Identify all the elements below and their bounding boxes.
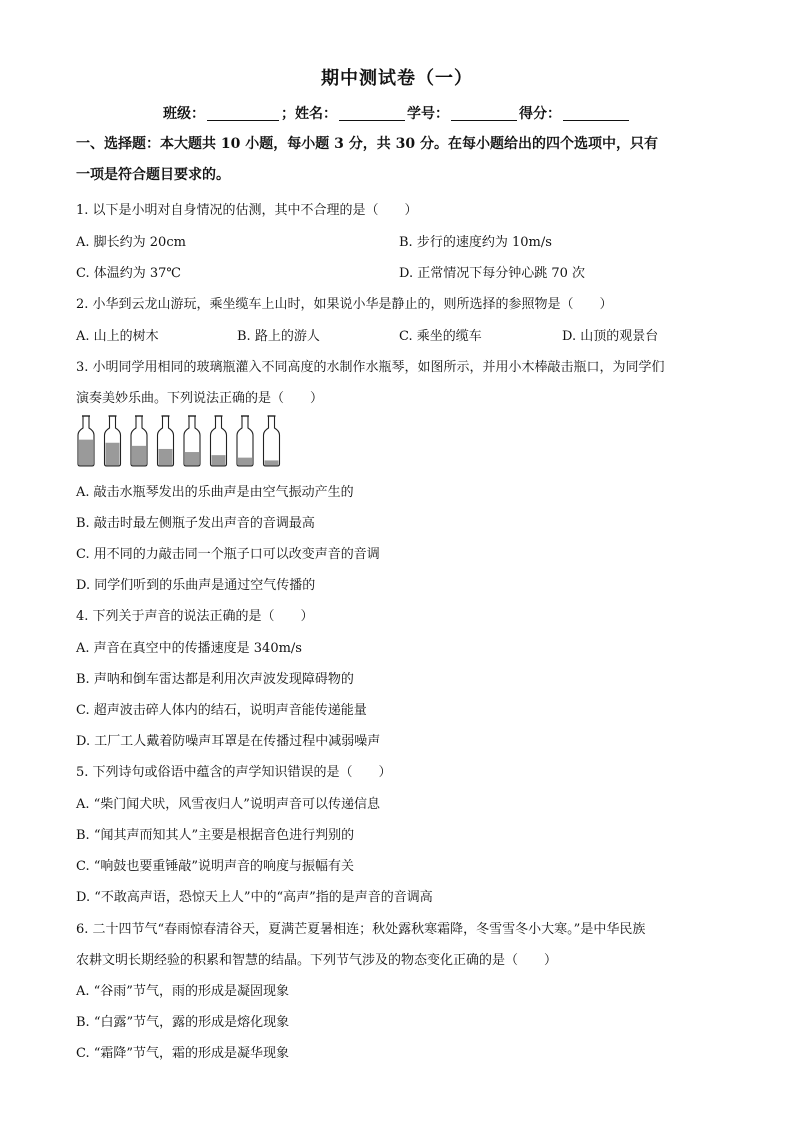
question-2-option-c: C. 乘坐的缆车 bbox=[399, 329, 482, 344]
question-6-stem-line2: 农耕文明长期经验的积累和智慧的结晶。下列节气涉及的物态变化正确的是（ ） bbox=[76, 953, 558, 968]
water-bottle-figure bbox=[76, 413, 291, 469]
name-blank[interactable] bbox=[339, 106, 405, 121]
question-2-stem: 2. 小华到云龙山游玩，乘坐缆车上山时，如果说小华是静止的，则所选择的参照物是（ ） bbox=[76, 297, 613, 312]
student-id-blank[interactable] bbox=[451, 106, 517, 121]
section-heading-line2: 一项是符合题目要求的。 bbox=[76, 167, 230, 183]
question-3-option-b: B. 敲击时最左侧瓶子发出声音的音调最高 bbox=[76, 516, 315, 531]
question-2-option-a: A. 山上的树木 bbox=[76, 329, 159, 344]
question-5-option-d: D. “不敢高声语，恐惊天上人”中的“高声”指的是声音的音调高 bbox=[76, 890, 433, 905]
question-4-option-c: C. 超声波击碎人体内的结石，说明声音能传递能量 bbox=[76, 703, 367, 718]
class-label: 班级： bbox=[163, 106, 205, 122]
question-4-option-a: A. 声音在真空中的传播速度是 340m/s bbox=[76, 641, 302, 656]
bottle-8 bbox=[264, 416, 280, 466]
page-title: 期中测试卷（一） bbox=[321, 68, 473, 89]
bottle-water-2 bbox=[106, 443, 120, 466]
bottle-water-1 bbox=[79, 440, 93, 466]
question-4-option-b: B. 声呐和倒车雷达都是利用次声波发现障碍物的 bbox=[76, 672, 354, 687]
question-3-stem-line1: 3. 小明同学用相同的玻璃瓶灌入不同高度的水制作水瓶琴，如图所示，并用小木棒敲击瓶口，为同学们 bbox=[76, 360, 665, 375]
section-heading-line1: 一、选择题：本大题共 10 小题，每小题 3 分，共 30 分。在每小题给出的四个选项中，只有 bbox=[76, 136, 658, 152]
question-1-option-d: D. 正常情况下每分钟心跳 70 次 bbox=[399, 266, 586, 281]
question-2-option-d: D. 山顶的观景台 bbox=[562, 329, 659, 344]
bottle-water-6 bbox=[212, 455, 226, 466]
question-4-stem: 4. 下列关于声音的说法正确的是（ ） bbox=[76, 609, 314, 624]
score-blank[interactable] bbox=[563, 106, 629, 121]
bottle-water-3 bbox=[132, 446, 146, 466]
question-2-option-b: B. 路上的游人 bbox=[237, 329, 320, 344]
question-1-option-a: A. 脚长约为 20cm bbox=[76, 235, 186, 250]
section-heading bbox=[76, 129, 724, 191]
question-6-option-c: C. “霜降”节气，霜的形成是凝华现象 bbox=[76, 1046, 290, 1061]
question-6-stem-line1: 6. 二十四节气“春雨惊春清谷天，夏满芒夏暑相连；秋处露秋寒霜降，冬雪雪冬小大寒。”是中华民族 bbox=[76, 922, 646, 937]
question-1-option-c: C. 体温约为 37℃ bbox=[76, 266, 181, 281]
class-blank[interactable] bbox=[207, 106, 279, 121]
student-id-label: 学号： bbox=[407, 106, 449, 122]
question-5-option-b: B. “闻其声而知其人”主要是根据音色进行判别的 bbox=[76, 828, 355, 843]
question-5-option-c: C. “响鼓也要重锤敲”说明声音的响度与振幅有关 bbox=[76, 859, 355, 874]
bottle-water-7 bbox=[238, 458, 252, 466]
bottle-water-5 bbox=[185, 452, 199, 466]
name-label: ；姓名： bbox=[281, 106, 337, 122]
question-3-stem-line2: 演奏美妙乐曲。下列说法正确的是（ ） bbox=[76, 391, 324, 406]
question-5-stem: 5. 下列诗句或俗语中蕴含的声学知识错误的是（ ） bbox=[76, 765, 392, 780]
student-info-line bbox=[0, 103, 794, 123]
score-label: 得分： bbox=[519, 106, 561, 122]
question-6-option-b: B. “白露”节气，露的形成是熔化现象 bbox=[76, 1015, 290, 1030]
bottle-water-4 bbox=[159, 449, 173, 466]
question-3-option-a: A. 敲击水瓶琴发出的乐曲声是由空气振动产生的 bbox=[76, 485, 354, 500]
question-1-option-b: B. 步行的速度约为 10m/s bbox=[399, 235, 552, 250]
bottle-water-8 bbox=[265, 460, 279, 466]
question-1-stem: 1. 以下是小明对自身情况的估测，其中不合理的是（ ） bbox=[76, 203, 418, 218]
question-3-option-c: C. 用不同的力敲击同一个瓶子口可以改变声音的音调 bbox=[76, 547, 380, 562]
question-3-option-d: D. 同学们听到的乐曲声是通过空气传播的 bbox=[76, 578, 316, 593]
question-6-option-a: A. “谷雨”节气，雨的形成是凝固现象 bbox=[76, 984, 289, 999]
question-4-option-d: D. 工厂工人戴着防噪声耳罩是在传播过程中减弱噪声 bbox=[76, 734, 381, 749]
question-5-option-a: A. “柴门闻犬吠，风雪夜归人”说明声音可以传递信息 bbox=[76, 797, 380, 812]
